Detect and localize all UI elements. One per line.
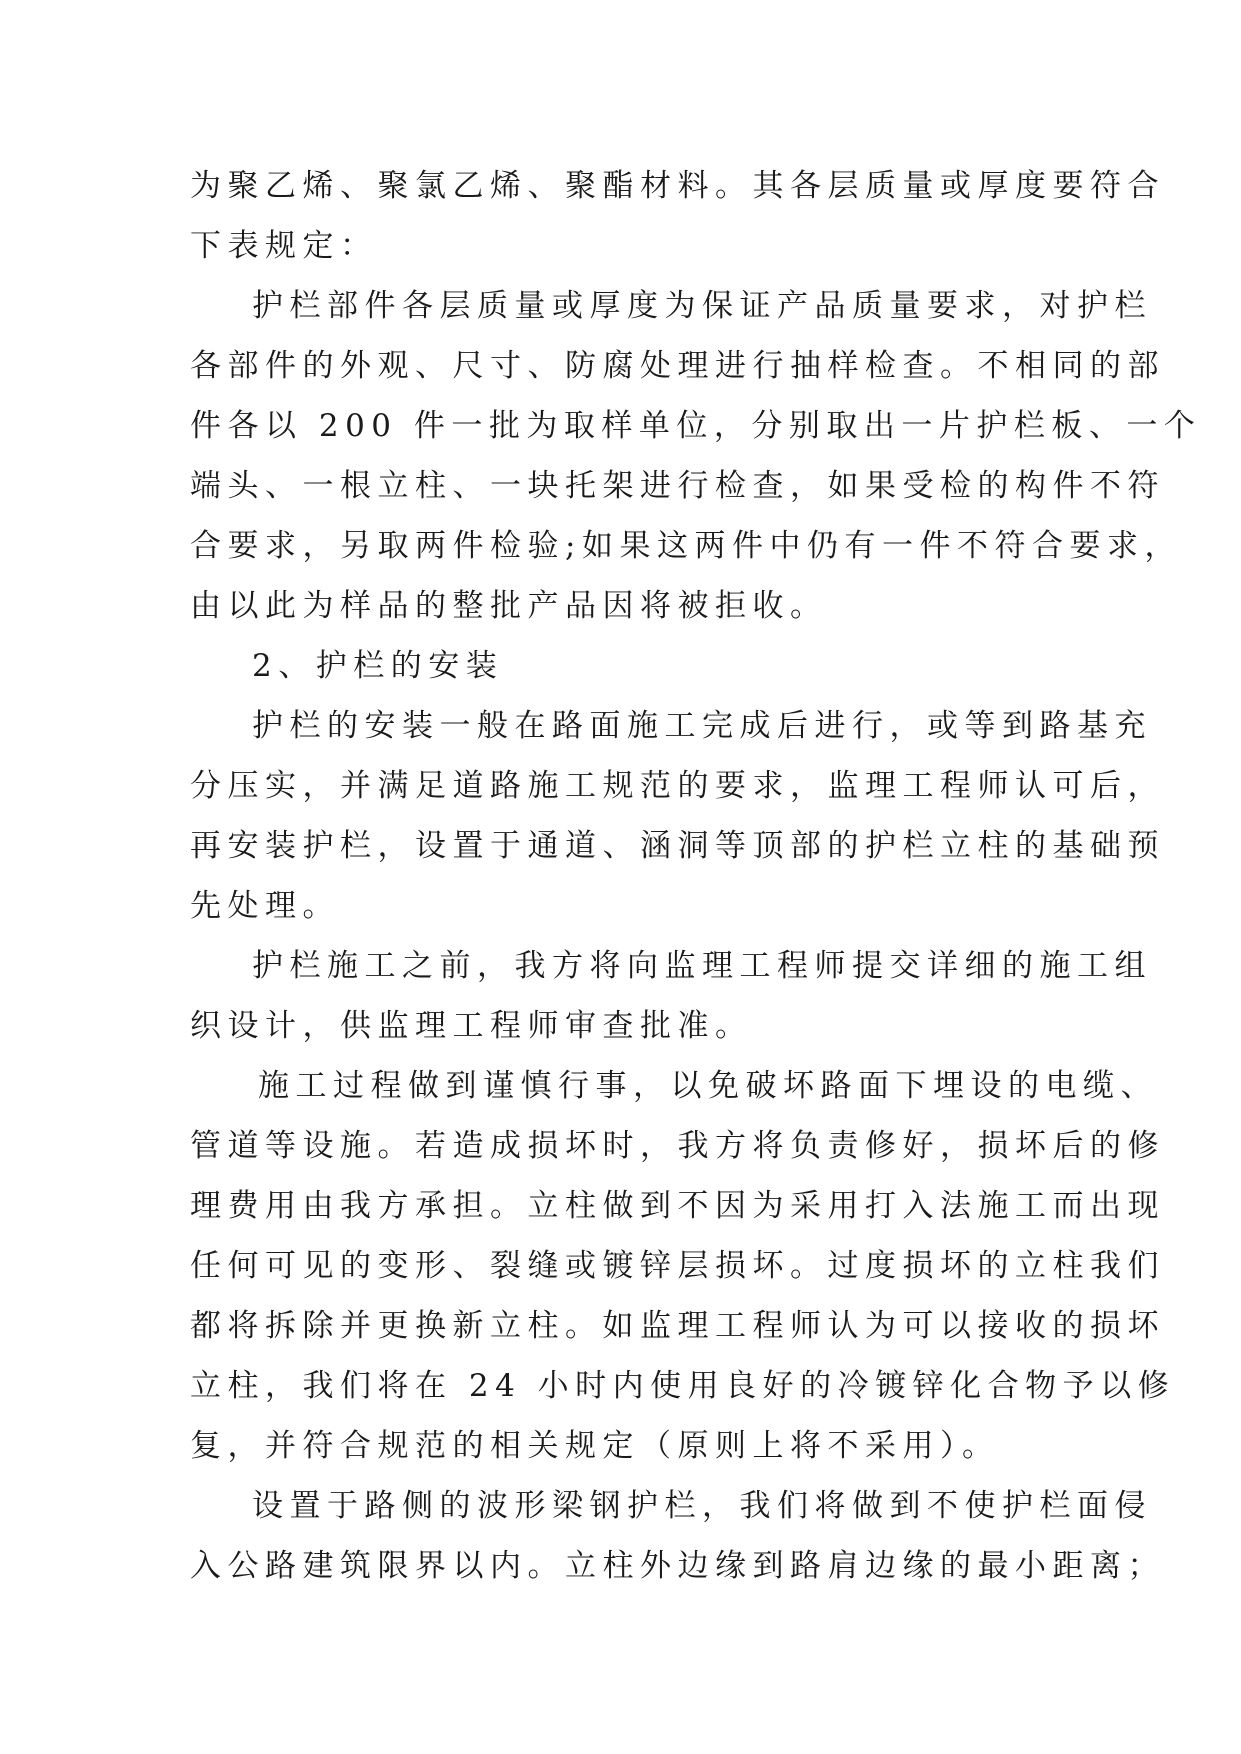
- paragraph-first-line: 护栏施工之前，我方将向监理工程师提交详细的施工组: [252, 948, 1152, 984]
- text-line: 下表规定：: [190, 228, 378, 264]
- text-line: 为聚乙烯、聚氯乙烯、聚酯材料。其各层质量或厚度要符合: [190, 168, 1165, 204]
- text-line: 端头、一根立柱、一块托架进行检查，如果受检的构件不符: [190, 468, 1165, 504]
- text-line: 分压实，并满足道路施工规范的要求，监理工程师认可后，: [190, 768, 1165, 804]
- text-line: 立柱，我们将在 24 小时内使用良好的冷镀锌化合物予以修: [190, 1368, 1176, 1404]
- text-line: 入公路建筑限界以内。立柱外边缘到路肩边缘的最小距离；: [190, 1548, 1165, 1584]
- text-line: 由以此为样品的整批产品因将被拒收。: [190, 588, 828, 624]
- text-line: 再安装护栏，设置于通道、涵洞等顶部的护栏立柱的基础预: [190, 828, 1165, 864]
- text-line: 任何可见的变形、裂缝或镀锌层损坏。过度损坏的立柱我们: [190, 1248, 1165, 1284]
- text-line: 合要求，另取两件检验;如果这两件中仍有一件不符合要求，: [190, 528, 1182, 564]
- text-line: 件各以 200 件一批为取样单位，分别取出一片护栏板、一个: [190, 408, 1202, 444]
- text-line: 先处理。: [190, 888, 340, 924]
- text-line: 理费用由我方承担。立柱做到不因为采用打入法施工而出现: [190, 1188, 1165, 1224]
- text-line: 织设计，供监理工程师审查批准。: [190, 1008, 753, 1044]
- text-line: 都将拆除并更换新立柱。如监理工程师认为可以接收的损坏: [190, 1308, 1165, 1344]
- paragraph-first-line: 施工过程做到谨慎行事，以免破坏路面下埋设的电缆、: [258, 1068, 1158, 1104]
- paragraph-first-line: 护栏部件各层质量或厚度为保证产品质量要求，对护栏: [252, 288, 1152, 324]
- text-line: 复，并符合规范的相关规定（原则上将不采用）。: [190, 1428, 1000, 1464]
- paragraph-first-line: 设置于路侧的波形梁钢护栏，我们将做到不使护栏面侵: [252, 1488, 1152, 1524]
- section-heading: 2、护栏的安装: [252, 648, 504, 684]
- document-body: [190, 156, 1202, 1596]
- text-line: 管道等设施。若造成损坏时，我方将负责修好，损坏后的修: [190, 1128, 1165, 1164]
- paragraph-first-line: 护栏的安装一般在路面施工完成后进行，或等到路基充: [252, 708, 1152, 744]
- text-line: 各部件的外观、尺寸、防腐处理进行抽样检查。不相同的部: [190, 348, 1165, 384]
